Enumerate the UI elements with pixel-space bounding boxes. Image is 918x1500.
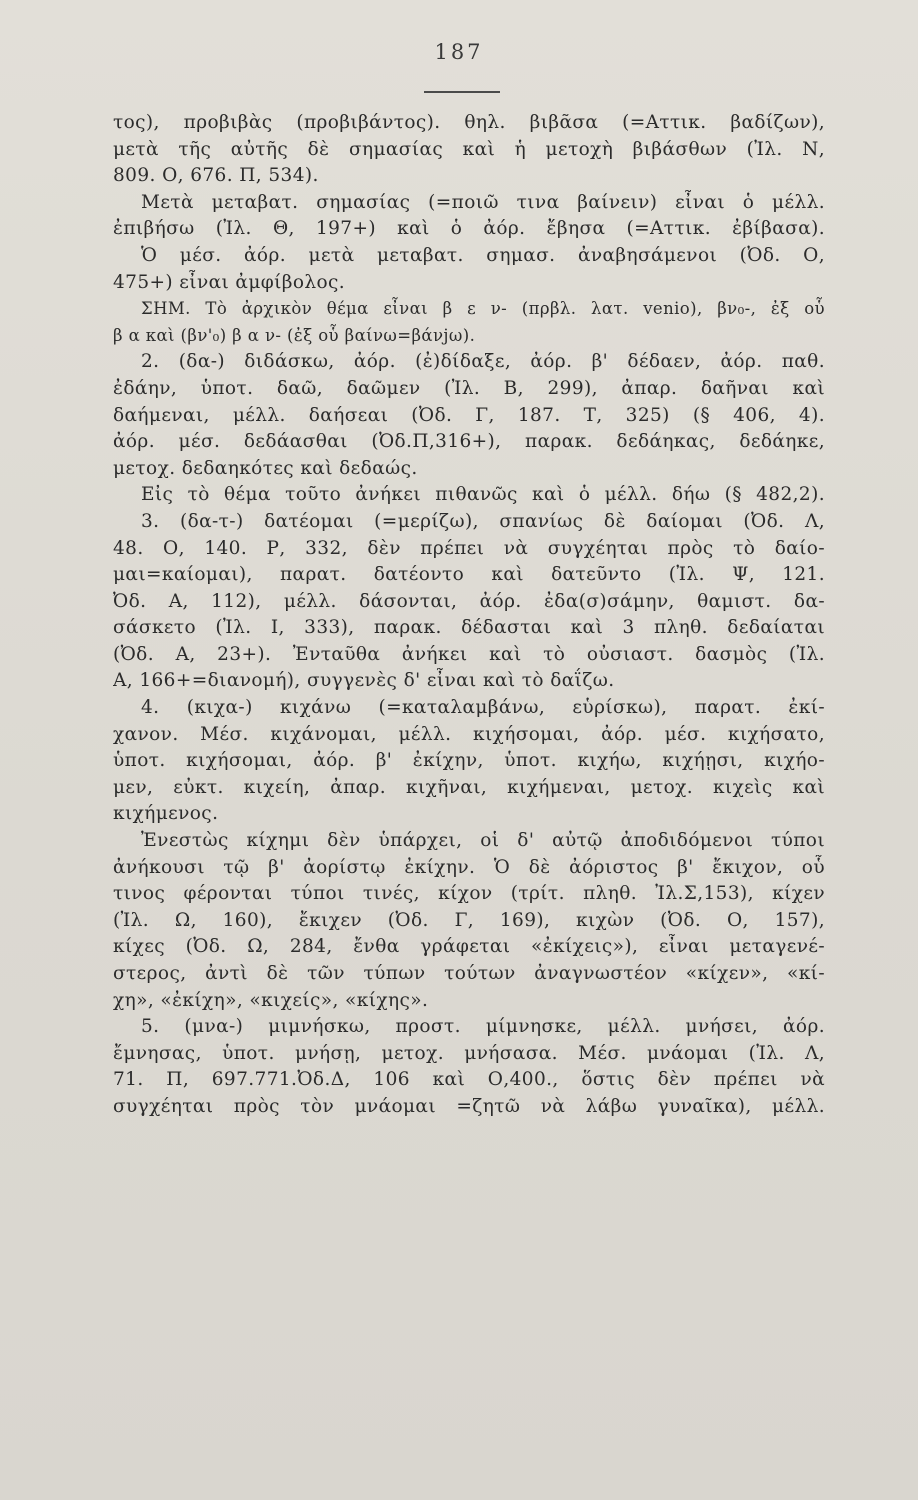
text-line: ἀνήκουσι τῷ β' ἀορίστῳ ἐκίχην. Ὁ δὲ ἀόριστος β' ἔκιχον, οὗ [113, 856, 825, 878]
text-line: κιχήμενος. [113, 803, 219, 825]
page-number: 187 [434, 40, 484, 64]
text-line: (Ἰλ. Ω, 160), ἔκιχεν (Ὀδ. Γ, 169), κιχὼν (Ὀδ. Ο, 157), [113, 909, 825, 931]
text-line: τος), προβιβὰς (προβιβάντος). θηλ. βιβᾶσα (=Αττικ. βαδίζων), [113, 112, 825, 133]
text-line: 2. (δα-) διδάσκω, ἀόρ. (ἐ)δίδαξε, ἀόρ. β' δέδαεν, ἀόρ. παθ. [141, 351, 825, 373]
text-line: κίχες (Ὀδ. Ω, 284, ἔνθα γράφεται «ἐκίχεις»), εἶναι μεταγενέ- [113, 936, 825, 958]
text-line: β α καὶ (βν'₀) β α ν- (ἐξ οὗ βαίνω=βάνjω). [113, 325, 476, 345]
text-line: 71. Π, 697.771.Ὀδ.Δ, 106 καὶ Ο,400., ὅστις δὲν πρέπει νὰ [113, 1069, 825, 1091]
text-line: Ὀδ. Α, 112), μέλλ. δάσονται, ἀόρ. ἐδα(σ)σάμην, θαμιστ. δα- [113, 590, 825, 612]
text-line: ἔμνησας, ὑποτ. μνήσῃ, μετοχ. μνήσασα. Μέσ. μνάομαι (Ἰλ. Λ, [113, 1042, 825, 1064]
text-line: Ἐνεστὼς κίχημι δὲν ὑπάρχει, οἱ δ' αὐτῷ ἀποδιδόμενοι τύποι [141, 830, 825, 852]
text-line: 475+) εἶναι ἀμφίβολος. [113, 271, 346, 293]
text-line: Α, 166+=διανομή), συγγενὲς δ' εἶναι καὶ τὸ δαΐζω. [113, 670, 615, 692]
text-line: (Ὀδ. Α, 23+). Ἐνταῦθα ἀνήκει καὶ τὸ οὐσιαστ. δασμὸς (Ἰλ. [113, 643, 825, 665]
text-line: ΣΗΜ. Τὸ ἀρχικὸν θέμα εἶναι β ε ν- (πρβλ. λατ. venio), βν₀-, ἐξ οὗ [141, 299, 825, 319]
text-line: τινος φέρονται τύποι τινές, κίχον (τρίτ. πληθ. Ἰλ.Σ,153), κίχεν [113, 883, 825, 905]
text-line: ἐπιβήσω (Ἰλ. Θ, 197+) καὶ ὁ ἀόρ. ἔβησα (=Αττικ. ἐβίβασα). [113, 218, 825, 240]
text-line: συγχέηται πρὸς τὸν μνάομαι =ζητῶ νὰ λάβω γυναῖκα), μέλλ. [113, 1095, 825, 1117]
text-line: Ὁ μέσ. ἀόρ. μετὰ μεταβατ. σημασ. ἀναβησάμενοι (Ὀδ. Ο, [141, 244, 825, 266]
text-line: δαήμεναι, μέλλ. δαήσεαι (Ὀδ. Γ, 187. Τ, 325) (§ 406, 4). [113, 404, 825, 426]
text-line: ὑποτ. κιχήσομαι, ἀόρ. β' ἐκίχην, ὑποτ. κιχήω, κιχήῃσι, κιχήο- [113, 750, 825, 772]
text-line: σάσκετο (Ἰλ. Ι, 333), παρακ. δέδασται καὶ 3 πληθ. δεδαίαται [113, 617, 825, 639]
text-line: Εἰς τὸ θέμα τοῦτο ἀνήκει πιθανῶς καὶ ὁ μέλλ. δήω (§ 482,2). [141, 484, 825, 506]
text-line: στερος, ἀντὶ δὲ τῶν τύπων τούτων ἀναγνωστέον «κίχεν», «κί- [113, 963, 825, 984]
page-number-rule [424, 91, 500, 93]
text-line: μετὰ τῆς αὐτῆς δὲ σημασίας καὶ ἡ μετοχὴ βιβάσθων (Ἰλ. Ν, [113, 138, 825, 160]
text-line: 4. (κιχα-) κιχάνω (=καταλαμβάνω, εὑρίσκω), παρατ. ἐκί- [141, 697, 825, 719]
text-line: ἀόρ. μέσ. δεδάασθαι (Ὀδ.Π,316+), παρακ. δεδάηκας, δεδάηκε, [113, 431, 825, 453]
text-line: 809. Ο, 676. Π, 534). [113, 165, 319, 187]
text-line: 3. (δα-τ-) δατέομαι (=μερίζω), σπανίως δὲ δαίομαι (Ὀδ. Λ, [141, 510, 825, 532]
text-line: 48. Ο, 140. Ρ, 332, δὲν πρέπει νὰ συγχέηται πρὸς τὸ δαίο- [113, 537, 825, 559]
text-line: ἐδάην, ὑποτ. δαῶ, δαῶμεν (Ἰλ. Β, 299), ἀπαρ. δαῆναι καὶ [113, 377, 825, 399]
text-line: μετοχ. δεδαηκότες καὶ δεδαώς. [113, 457, 418, 479]
text-line: Μετὰ μεταβατ. σημασίας (=ποιῶ τινα βαίνειν) εἶναι ὁ μέλλ. [141, 191, 825, 213]
text-line: μεν, εὐκτ. κιχείη, ἀπαρ. κιχῆναι, κιχήμεναι, μετοχ. κιχεὶς καὶ [113, 776, 825, 798]
text-line: χανον. Μέσ. κιχάνομαι, μέλλ. κιχήσομαι, ἀόρ. μέσ. κιχήσατο, [113, 723, 825, 745]
text-line: μαι=καίομαι), παρατ. δατέοντο καὶ δατεῦντο (Ἰλ. Ψ, 121. [113, 564, 825, 586]
body-text [113, 110, 825, 1121]
text-line: χη», «ἐκίχη», «κιχείς», «κίχης». [113, 989, 429, 1011]
text-line: 5. (μνα-) μιμνήσκω, προστ. μίμνησκε, μέλλ. μνήσει, ἀόρ. [141, 1016, 825, 1038]
